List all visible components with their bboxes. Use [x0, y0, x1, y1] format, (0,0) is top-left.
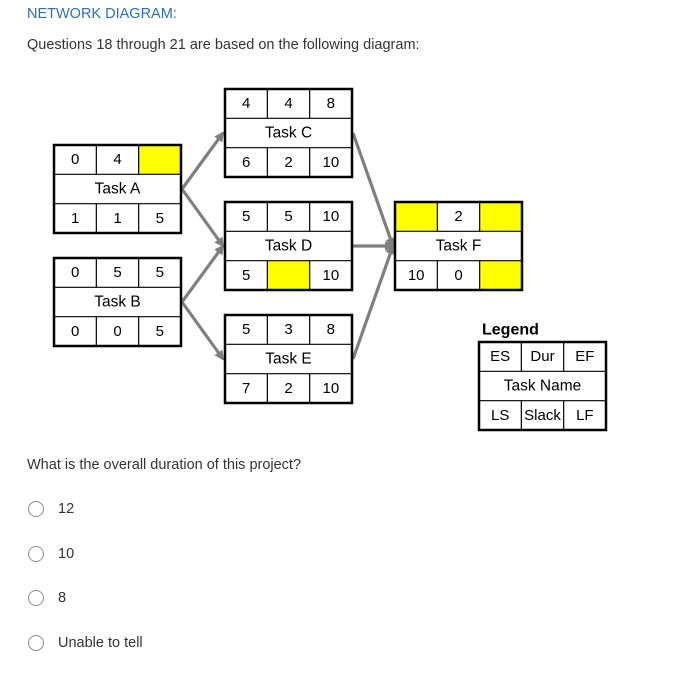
highlight-cell — [480, 261, 522, 290]
cell-ef: 8 — [326, 95, 336, 113]
intro-text: Questions 18 through 21 are based on the following diagram: — [27, 37, 420, 53]
dependency-arrow — [182, 133, 223, 189]
cell-slack: 0 — [113, 322, 122, 340]
answer-option-4[interactable] — [28, 635, 143, 651]
cell-ls: 1 — [70, 209, 80, 227]
cell-slack: 1 — [113, 209, 122, 227]
answer-option-3[interactable] — [28, 590, 66, 606]
cell-ef: 5 — [155, 264, 165, 282]
cell-slack: 0 — [454, 266, 463, 284]
cell-ef: 10 — [322, 208, 340, 226]
cell-dur: 3 — [284, 321, 293, 339]
cell-es: 4 — [241, 95, 251, 113]
node-taskE — [225, 315, 352, 403]
question-text: What is the overall duration of this project? — [27, 457, 302, 473]
node-taskB — [54, 258, 181, 346]
radio-button[interactable] — [28, 501, 44, 517]
cell-es: 0 — [70, 264, 80, 282]
cell-ls: LS — [490, 406, 510, 424]
cell-es: ES — [490, 348, 511, 366]
cell-name: Task A — [94, 180, 141, 198]
node-taskD — [225, 202, 352, 290]
answer-option-1[interactable] — [28, 501, 74, 517]
radio-button[interactable] — [28, 590, 44, 606]
cell-ls: 10 — [407, 266, 425, 284]
dependency-arrow — [353, 246, 393, 359]
dependency-arrow — [182, 189, 223, 246]
answer-label: Unable to tell — [58, 635, 143, 651]
highlight-cell — [267, 261, 309, 290]
cell-name: Task E — [265, 350, 312, 368]
cell-dur: 5 — [284, 208, 293, 226]
section-heading: NETWORK DIAGRAM: — [27, 6, 177, 22]
cell-es: 5 — [241, 208, 251, 226]
answer-label: 10 — [58, 546, 75, 562]
cell-ls: 7 — [241, 379, 251, 397]
cell-lf: 10 — [322, 266, 340, 284]
cell-lf: 10 — [322, 153, 340, 171]
cell-slack: 2 — [284, 379, 293, 397]
cell-name: Task D — [264, 237, 313, 255]
cell-name: Task F — [435, 237, 482, 255]
legend-title: Legend — [482, 321, 539, 339]
cell-dur: Dur — [530, 348, 555, 366]
cell-ef: EF — [575, 348, 595, 366]
node-taskF — [395, 202, 522, 290]
cell-ls: 5 — [241, 266, 251, 284]
cell-dur: 2 — [454, 208, 463, 226]
dependency-arrow — [182, 246, 223, 302]
node-taskC — [225, 89, 352, 177]
radio-button[interactable] — [28, 546, 44, 562]
cell-name: Task C — [264, 124, 313, 142]
cell-lf: 5 — [155, 209, 165, 227]
cell-dur: 5 — [113, 264, 122, 282]
cell-lf: 10 — [322, 379, 340, 397]
legend-box — [479, 342, 606, 430]
cell-ls: 0 — [70, 322, 80, 340]
highlight-cell — [480, 202, 522, 231]
cell-lf: LF — [576, 406, 594, 424]
answer-label: 8 — [58, 590, 67, 606]
highlight-cell — [139, 145, 181, 174]
cell-ef: 8 — [326, 321, 336, 339]
cell-es: 5 — [241, 321, 251, 339]
dependency-arrow — [353, 133, 393, 246]
node-taskA — [54, 145, 181, 233]
answer-label: 12 — [58, 501, 75, 517]
answer-option-2[interactable] — [28, 546, 74, 562]
cell-dur: 4 — [113, 151, 122, 169]
cell-name: Task B — [94, 293, 141, 311]
dependency-arrow — [182, 302, 223, 359]
radio-button[interactable] — [28, 635, 44, 651]
cell-ls: 6 — [241, 153, 251, 171]
cell-es: 0 — [70, 151, 80, 169]
cell-name: Task Name — [503, 377, 582, 395]
cell-slack: Slack — [524, 406, 561, 424]
highlight-cell — [395, 202, 437, 231]
cell-dur: 4 — [284, 95, 293, 113]
cell-slack: 2 — [284, 153, 293, 171]
cell-lf: 5 — [155, 322, 165, 340]
